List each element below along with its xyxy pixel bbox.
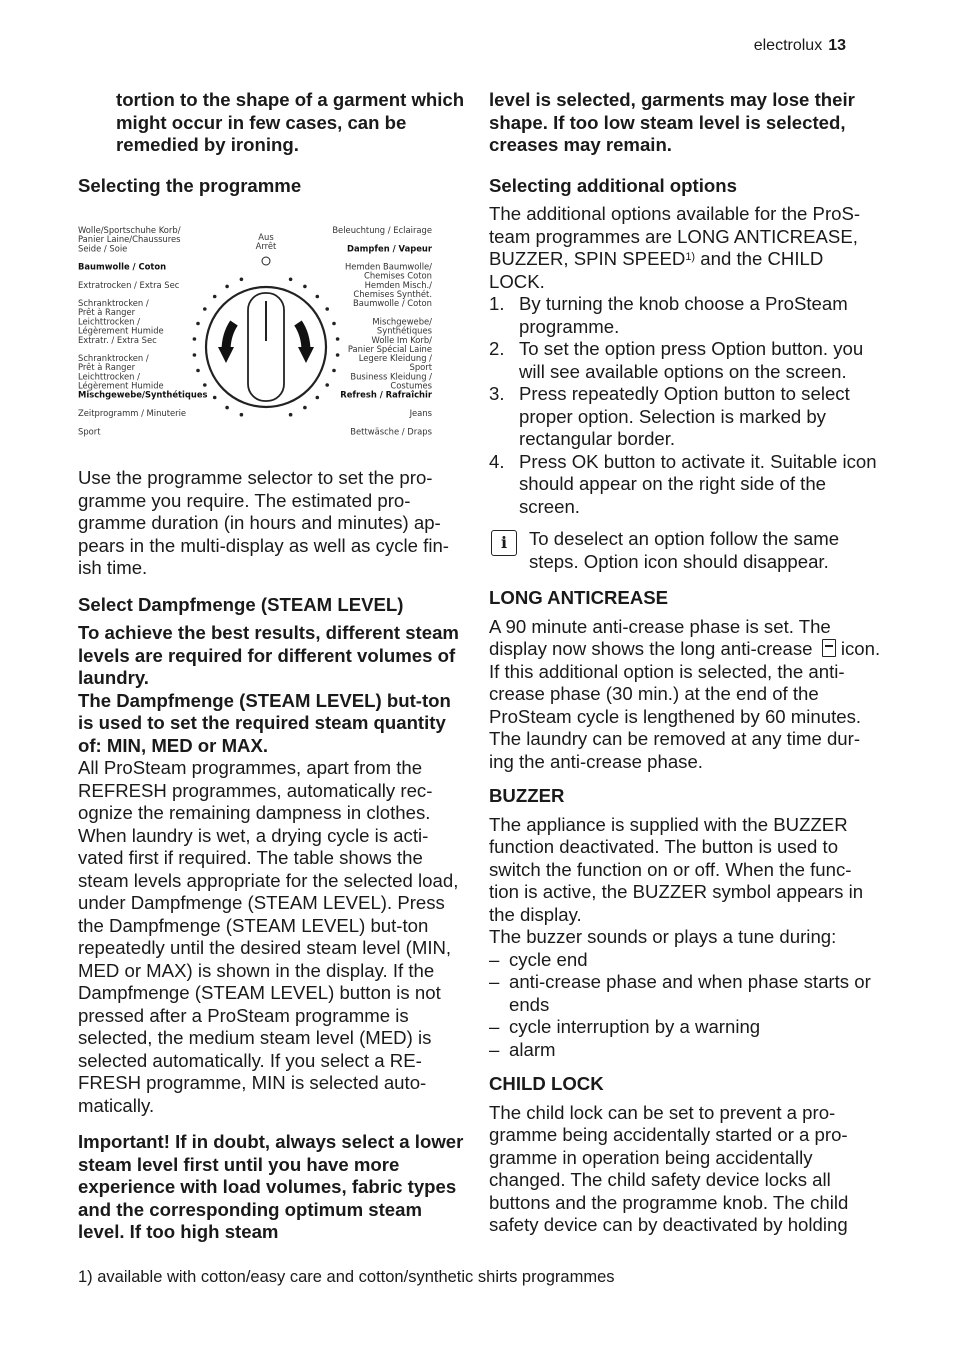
option-step: 3. Press repeatedly Option button to select proper option. Selection is marked by rectangular border. [489, 383, 850, 449]
dial-programme-label: Chemises Coton [363, 270, 432, 281]
dial-position-dot [289, 413, 293, 417]
buzzer-list-item: – cycle interruption by a warning [489, 1016, 761, 1037]
long-anticrease-heading: LONG ANTICREASE [489, 587, 669, 608]
dial-position-dot [225, 406, 229, 410]
dial-programme-label: Refresh / Rafraîchir [340, 389, 432, 400]
option-step: 1. By turning the knob choose a ProSteam programme. [489, 293, 848, 337]
dial-position-dot [193, 353, 197, 357]
steam-bold-1: To achieve the best results, different steam levels are required for different volumes of laundry. [78, 622, 459, 688]
dial-programme-label: Costumes [390, 380, 432, 391]
programme-dial-diagram [76, 213, 438, 453]
dial-programme-label: Schranktrocken / [78, 298, 149, 309]
dial-position-dot [213, 295, 217, 299]
page-header [754, 37, 846, 55]
dial-position-dot [289, 278, 293, 282]
dial-position-dot [316, 396, 320, 400]
dial-position-dot [225, 285, 229, 289]
dial-position-dot [196, 369, 200, 373]
dial-position-dot [203, 307, 207, 311]
buzzer-list-item: – alarm [489, 1038, 556, 1060]
dial-programme-label: Extratrocken / Extra Sec [78, 279, 180, 290]
dial-programme-label: Sport [409, 362, 432, 373]
dial-position-dot [203, 383, 207, 387]
dial-programme-label: Hemden Misch./ [364, 279, 432, 290]
steam-level-heading: Select Dampfmenge (STEAM LEVEL) [78, 593, 404, 615]
buzzer-list [489, 949, 881, 1062]
dial-programme-label: Leichttrocken / [78, 316, 140, 327]
dial-programme-label: Chemises Synthét. [353, 288, 432, 299]
options-heading: Selecting additional options [489, 174, 737, 196]
dial-position-dot [336, 353, 340, 357]
dial-programme-label: Jeans [409, 408, 432, 418]
options-intro: The additional options available for the ProS-team programmes are LONG ANTICREASE, BUZZER, SPIN SPEED$^{1)}$ and the CHILD LOCK. [489, 203, 861, 292]
brand-name: electrolux [753, 37, 823, 54]
dial-programme-label: Légèrement Humide [78, 380, 164, 391]
buzzer-heading: BUZZER [489, 785, 565, 806]
dial-programme-label: Legere Kleidung / [358, 353, 432, 364]
dial-position-dot [325, 307, 329, 311]
dial-programme-label: Wolle/Sportschuhe Korb/ [78, 225, 181, 235]
dial-programme-label: Mischgewebe/ [372, 316, 432, 327]
page-number: 13 [828, 37, 846, 54]
option-steps-list [489, 293, 881, 518]
footnote-ref: 1) [685, 251, 696, 263]
long-anticrease-body: A 90 minute anti-crease phase is set. The display now shows the long anti-crease icon. If this additional option is selected, the anti-crease phase (30 min.) at the end of the ProSteam cycle is lengthened by 60 minutes. The laundry can be removed at any time dur-ing the anti-crease phase. [489, 615, 881, 772]
buzzer-body: The appliance is supplied with the BUZZER function deactivated. The button is used to switch the function on or off. When the func-tion is active, the BUZZER symbol appears in the display. [489, 813, 864, 925]
dial-position-dot [303, 406, 307, 410]
dial-position-dot [325, 383, 329, 387]
dial-position-dot [240, 413, 244, 417]
dial-programme-label: Prêt à Ranger [78, 362, 136, 373]
left-column [78, 89, 470, 1244]
dial-programme-label: Baumwolle / Coton [78, 261, 167, 272]
buzzer-list-intro: The buzzer sounds or plays a tune during: [489, 926, 837, 947]
dial-programme-label: Bettwäsche / Draps [350, 426, 432, 437]
dial-programme-label: Business Kleidung / [350, 371, 432, 382]
dial-programme-label: Sport [78, 426, 101, 437]
dial-programme-label: Baumwolle / Coton [353, 298, 432, 309]
dial-programme-label: Seide / Soie [78, 243, 128, 254]
info-icon: i [491, 530, 517, 556]
dial-programme-label: Mischgewebe/Synthétiques [78, 389, 208, 400]
info-note-text: To deselect an option follow the same steps. Option icon should disappear. [529, 528, 840, 572]
dial-programme-label: Leichttrocken / [78, 371, 140, 382]
dial-programme-label: Panier Laine/Chaussures [78, 234, 181, 244]
steam-bold-2: The Dampfmenge (STEAM LEVEL) but-ton is used to set the required steam quantity of: MIN, MED or MAX. [78, 689, 451, 756]
dial-programme-label: Synthétiques [376, 325, 432, 336]
child-lock-body: The child lock can be set to prevent a pro-gramme being accidentally started or a pro-gramme in operation being accidentally changed. The child safety device locks all buttons and the programme knob. The child safety device can by deactivated by holding [489, 1101, 849, 1235]
important-note: Important! If in doubt, always select a lower steam level first until you have more experience with load volumes, fabric types and the corresponding optimum steam level. If too high steam [78, 1131, 464, 1242]
selector-paragraph: Use the programme selector to set the pro-gramme you require. The estimated pro-gramme duration (in hours and minutes) ap-pears in the multi-display as well as cycle fin-ish time. [78, 467, 449, 578]
dial-position-dot [196, 322, 200, 326]
continued-bold-text: level is selected, garments may lose their shape. If too low steam level is selected, creases may remain. [489, 89, 855, 155]
buzzer-list-item: – anti-crease phase and when phase starts or ends [489, 971, 871, 1015]
anticrease-icon [822, 639, 836, 657]
info-note [489, 528, 881, 573]
footnote: 1) available with cotton/easy care and cotton/synthetic shirts programmes [78, 1268, 615, 1286]
dial-position-dot [193, 337, 197, 341]
selecting-programme-heading: Selecting the programme [78, 174, 302, 196]
dial-position-dot [316, 295, 320, 299]
dial-position-dot [240, 278, 244, 282]
dial-programme-label: Prêt à Ranger [78, 307, 136, 318]
dial-programme-label: Beleuchtung / Eclairage [332, 225, 432, 235]
svg-text:Aus: Aus [258, 232, 274, 242]
dial-off-marker [256, 232, 277, 265]
dial-programme-label: Wolle Im Korb/ [371, 334, 432, 345]
dial-programme-label: Hemden Baumwolle/ [345, 261, 432, 272]
option-step: 4. Press OK button to activate it. Suitable icon should appear on the right side of the screen. [489, 450, 877, 517]
right-column [489, 89, 881, 1237]
dial-programme-label: Zeitprogramm / Minuterie [78, 408, 187, 418]
dial-programme-label: Schranktrocken / [78, 353, 149, 364]
buzzer-list-item: – cycle end [489, 948, 588, 970]
intro-bold-text: tortion to the shape of a garment which might occur in few cases, can be remedied by ironing. [116, 89, 465, 155]
dial-position-dot [213, 396, 217, 400]
dial-position-dot [332, 322, 336, 326]
steam-body: All ProSteam programmes, apart from the REFRESH programmes, automatically rec-ognize the remaining dampness in clothes. When laundry is wet, a drying cycle is acti-vated first if required. The table shows the steam levels appropriate for the selected load, under Dampfmenge (STEAM LEVEL). Press the Dampfmenge (STEAM LEVEL) but-ton repeatedly until the desired steam level (MIN, MED or MAX) is shown in the display. If the Dampfmenge (STEAM LEVEL) button is not pressed after a ProSteam programme is selected, the medium steam level (MED) is selected automatically. If you select a RE-FRESH programme, MIN is selected auto-matically. [78, 757, 459, 1116]
dial-programme-label: Dampfen / Vapeur [347, 243, 432, 254]
dial-position-dot [332, 369, 336, 373]
dial-programme-label: Extratr. / Extra Sec [78, 334, 157, 345]
dial-programme-label: Légèrement Humide [78, 325, 164, 336]
dial-position-dot [336, 337, 340, 341]
svg-text:Arrêt: Arrêt [255, 241, 277, 251]
dial-position-dot [303, 285, 307, 289]
dial-knob [206, 287, 326, 407]
child-lock-heading: CHILD LOCK [489, 1073, 604, 1094]
option-step: 2. To set the option press Option button. you will see available options on the screen. [489, 338, 864, 382]
dial-programme-label: Panier Spécial Laine [347, 343, 432, 354]
